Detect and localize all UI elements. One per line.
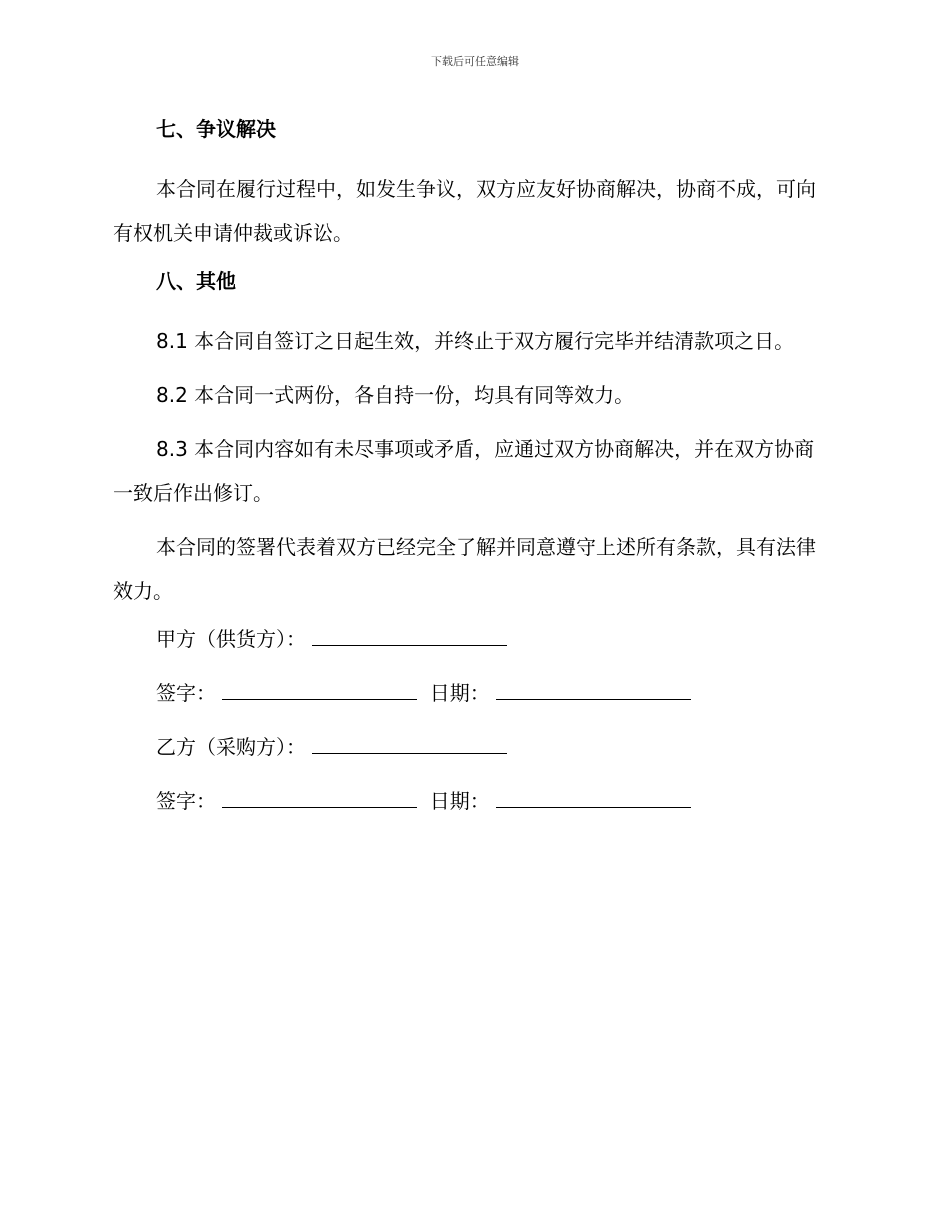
- date-label-b: 日期：: [429, 789, 490, 813]
- party-b-label: 乙方（采购方）：: [156, 735, 306, 759]
- party-a-row: [113, 623, 833, 655]
- date-blank-b[interactable]: [496, 785, 691, 808]
- contract-body: [113, 113, 833, 839]
- section-7-paragraph: 本合同在履行过程中，如发生争议，双方应友好协商解决，协商不成，可向有权机关申请仲裁或诉讼。: [113, 177, 816, 245]
- party-b-row: [113, 731, 833, 763]
- party-a-blank[interactable]: [312, 623, 507, 646]
- party-b-sign-row: [113, 785, 833, 817]
- clause-8-3: 8.3 本合同内容如有未尽事项或矛盾，应通过双方协商解决，并在双方协商一致后作出修订。: [113, 437, 815, 505]
- sign-blank-b[interactable]: [222, 785, 417, 808]
- party-a-label: 甲方（供货方）：: [156, 627, 306, 651]
- section-8-heading: 八、其他: [156, 269, 236, 293]
- sign-blank-a[interactable]: [222, 677, 417, 700]
- clause-8-1: 8.1 本合同自签订之日起生效，并终止于双方履行完毕并结清款项之日。: [156, 329, 795, 353]
- sign-label-a: 签字：: [156, 681, 216, 705]
- date-label-a: 日期：: [429, 681, 490, 705]
- date-blank-a[interactable]: [496, 677, 691, 700]
- sign-label-b: 签字：: [156, 789, 216, 813]
- header-note: 下载后可任意编辑: [431, 55, 519, 68]
- party-b-blank[interactable]: [312, 731, 507, 754]
- clause-8-2: 8.2 本合同一式两份，各自持一份，均具有同等效力。: [156, 383, 635, 407]
- party-a-sign-row: [113, 677, 833, 709]
- closing-paragraph: 本合同的签署代表着双方已经完全了解并同意遵守上述所有条款，具有法律效力。: [113, 535, 816, 603]
- section-7-heading: 七、争议解决: [156, 117, 276, 141]
